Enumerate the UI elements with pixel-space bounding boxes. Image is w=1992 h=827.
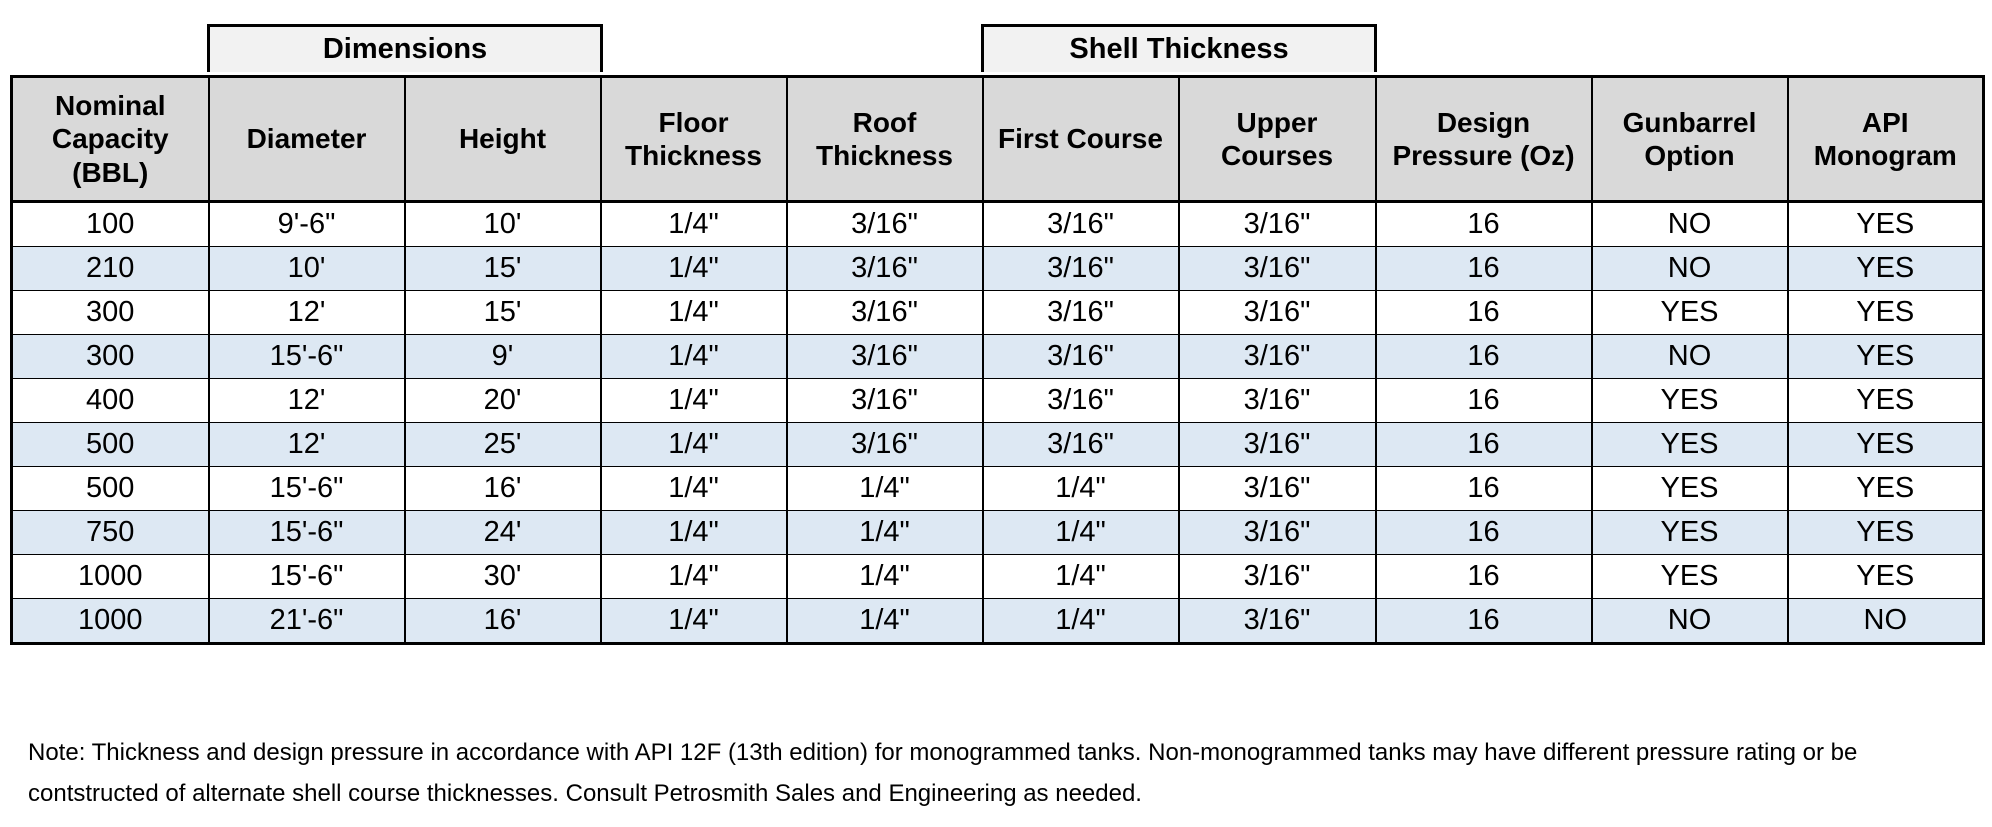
cell-height: 15': [405, 247, 601, 291]
header-line: Height: [458, 123, 547, 155]
table-row: [12, 467, 1984, 511]
cell-design-pressure: 16: [1376, 291, 1592, 335]
cell-api-monogram: YES: [1788, 291, 1984, 335]
table-row: [12, 291, 1984, 335]
cell-height: 16': [405, 467, 601, 511]
group-header-dimensions: Dimensions: [207, 24, 603, 72]
cell-height: 25': [405, 423, 601, 467]
cell-floor-thickness: 1/4": [601, 467, 787, 511]
cell-gunbarrel-option: YES: [1592, 555, 1788, 599]
cell-gunbarrel-option: NO: [1592, 599, 1788, 644]
cell-floor-thickness: 1/4": [601, 555, 787, 599]
cell-gunbarrel-option: YES: [1592, 291, 1788, 335]
header-diameter: [209, 77, 405, 202]
header-line: Courses: [1220, 140, 1334, 171]
cell-height: 24': [405, 511, 601, 555]
header-gunbarrel-option: [1592, 77, 1788, 202]
table-body: [12, 202, 1984, 644]
cell-first-course: 1/4": [983, 555, 1179, 599]
cell-first-course: 3/16": [983, 291, 1179, 335]
table-row: [12, 379, 1984, 423]
cell-height: 9': [405, 335, 601, 379]
cell-design-pressure: 16: [1376, 247, 1592, 291]
cell-floor-thickness: 1/4": [601, 379, 787, 423]
cell-upper-courses: 3/16": [1179, 202, 1376, 247]
cell-api-monogram: YES: [1788, 423, 1984, 467]
cell-floor-thickness: 1/4": [601, 599, 787, 644]
cell-upper-courses: 3/16": [1179, 555, 1376, 599]
header-line: API: [1861, 106, 1909, 138]
footnote: Note: Thickness and design pressure in accordance with API 12F (13th edition) for monogrammed tanks. Non-monogrammed tanks may have different pressure rating or be contstructed of alternate shell course thicknesses. Consult Petrosmith Sales and Engineering as needed.: [28, 739, 1858, 807]
cell-floor-thickness: 1/4": [601, 247, 787, 291]
cell-diameter: 15'-6": [209, 335, 405, 379]
header-line: Monogram: [1813, 140, 1957, 171]
group-header-shell-thickness: Shell Thickness: [981, 24, 1377, 72]
tank-spec-table: [10, 75, 1985, 645]
cell-floor-thickness: 1/4": [601, 335, 787, 379]
cell-upper-courses: 3/16": [1179, 467, 1376, 511]
cell-upper-courses: 3/16": [1179, 379, 1376, 423]
cell-design-pressure: 16: [1376, 202, 1592, 247]
cell-diameter: 21'-6": [209, 599, 405, 644]
cell-height: 30': [405, 555, 601, 599]
cell-roof-thickness: 1/4": [787, 555, 983, 599]
table-row: [12, 511, 1984, 555]
cell-upper-courses: 3/16": [1179, 335, 1376, 379]
header-line: Design: [1436, 106, 1531, 138]
column-group-row: [10, 24, 1982, 75]
header-line: Nominal: [55, 90, 166, 122]
cell-height: 20': [405, 379, 601, 423]
cell-roof-thickness: 3/16": [787, 423, 983, 467]
header-line: Thickness: [625, 140, 762, 171]
cell-api-monogram: YES: [1788, 467, 1984, 511]
header-row: [12, 77, 1984, 202]
header-first-course: [983, 77, 1179, 202]
cell-diameter: 12': [209, 379, 405, 423]
cell-height: 10': [405, 202, 601, 247]
cell-upper-courses: 3/16": [1179, 247, 1376, 291]
cell-roof-thickness: 3/16": [787, 202, 983, 247]
cell-floor-thickness: 1/4": [601, 423, 787, 467]
header-height: [405, 77, 601, 202]
cell-height: 16': [405, 599, 601, 644]
cell-nominal-capacity: 210: [12, 247, 209, 291]
cell-upper-courses: 3/16": [1179, 423, 1376, 467]
cell-api-monogram: YES: [1788, 511, 1984, 555]
header-line: Thickness: [816, 140, 953, 171]
header-line: Roof: [852, 106, 917, 138]
table-row: [12, 247, 1984, 291]
cell-upper-courses: 3/16": [1179, 599, 1376, 644]
cell-gunbarrel-option: YES: [1592, 467, 1788, 511]
cell-roof-thickness: 3/16": [787, 291, 983, 335]
cell-floor-thickness: 1/4": [601, 291, 787, 335]
table-row: [12, 335, 1984, 379]
cell-design-pressure: 16: [1376, 511, 1592, 555]
cell-diameter: 10': [209, 247, 405, 291]
table-row: [12, 202, 1984, 247]
cell-api-monogram: YES: [1788, 247, 1984, 291]
cell-nominal-capacity: 500: [12, 423, 209, 467]
header-line: Pressure (Oz): [1392, 140, 1575, 171]
cell-first-course: 3/16": [983, 202, 1179, 247]
header-line: Gunbarrel: [1622, 106, 1757, 138]
table-row: [12, 423, 1984, 467]
cell-first-course: 3/16": [983, 379, 1179, 423]
cell-design-pressure: 16: [1376, 423, 1592, 467]
cell-diameter: 9'-6": [209, 202, 405, 247]
cell-roof-thickness: 3/16": [787, 247, 983, 291]
cell-diameter: 15'-6": [209, 467, 405, 511]
cell-nominal-capacity: 1000: [12, 555, 209, 599]
cell-nominal-capacity: 1000: [12, 599, 209, 644]
header-floor-thickness: [601, 77, 787, 202]
cell-gunbarrel-option: NO: [1592, 202, 1788, 247]
header-line: First Course: [998, 123, 1163, 155]
table-row: [12, 599, 1984, 644]
cell-roof-thickness: 3/16": [787, 379, 983, 423]
header-line: Upper: [1236, 106, 1318, 138]
header-line: (BBL): [72, 156, 149, 188]
cell-api-monogram: YES: [1788, 379, 1984, 423]
cell-height: 15': [405, 291, 601, 335]
cell-gunbarrel-option: YES: [1592, 511, 1788, 555]
cell-first-course: 1/4": [983, 511, 1179, 555]
cell-first-course: 3/16": [983, 423, 1179, 467]
cell-roof-thickness: 1/4": [787, 599, 983, 644]
cell-gunbarrel-option: YES: [1592, 379, 1788, 423]
cell-api-monogram: YES: [1788, 335, 1984, 379]
cell-api-monogram: YES: [1788, 202, 1984, 247]
cell-first-course: 3/16": [983, 335, 1179, 379]
cell-diameter: 12': [209, 291, 405, 335]
cell-diameter: 12': [209, 423, 405, 467]
table-row: [12, 555, 1984, 599]
cell-gunbarrel-option: NO: [1592, 335, 1788, 379]
header-roof-thickness: [787, 77, 983, 202]
header-line: Diameter: [246, 123, 367, 155]
cell-api-monogram: NO: [1788, 599, 1984, 644]
cell-design-pressure: 16: [1376, 335, 1592, 379]
cell-first-course: 1/4": [983, 467, 1179, 511]
spec-sheet: [10, 24, 1982, 807]
cell-upper-courses: 3/16": [1179, 511, 1376, 555]
header-api-monogram: [1788, 77, 1984, 202]
cell-design-pressure: 16: [1376, 467, 1592, 511]
cell-diameter: 15'-6": [209, 555, 405, 599]
header-upper-courses: [1179, 77, 1376, 202]
cell-design-pressure: 16: [1376, 599, 1592, 644]
header-design-pressure: [1376, 77, 1592, 202]
cell-nominal-capacity: 300: [12, 335, 209, 379]
cell-nominal-capacity: 400: [12, 379, 209, 423]
header-line: Floor: [658, 106, 729, 138]
cell-nominal-capacity: 100: [12, 202, 209, 247]
cell-design-pressure: 16: [1376, 379, 1592, 423]
cell-design-pressure: 16: [1376, 555, 1592, 599]
cell-floor-thickness: 1/4": [601, 202, 787, 247]
header-nominal-capacity: [12, 77, 209, 202]
cell-nominal-capacity: 750: [12, 511, 209, 555]
cell-floor-thickness: 1/4": [601, 511, 787, 555]
header-line: Option: [1644, 140, 1735, 171]
cell-gunbarrel-option: NO: [1592, 247, 1788, 291]
cell-nominal-capacity: 300: [12, 291, 209, 335]
header-line: Capacity: [51, 123, 169, 155]
cell-upper-courses: 3/16": [1179, 291, 1376, 335]
cell-roof-thickness: 3/16": [787, 335, 983, 379]
cell-roof-thickness: 1/4": [787, 467, 983, 511]
cell-first-course: 3/16": [983, 247, 1179, 291]
cell-gunbarrel-option: YES: [1592, 423, 1788, 467]
cell-diameter: 15'-6": [209, 511, 405, 555]
cell-nominal-capacity: 500: [12, 467, 209, 511]
cell-roof-thickness: 1/4": [787, 511, 983, 555]
cell-first-course: 1/4": [983, 599, 1179, 644]
cell-api-monogram: YES: [1788, 555, 1984, 599]
